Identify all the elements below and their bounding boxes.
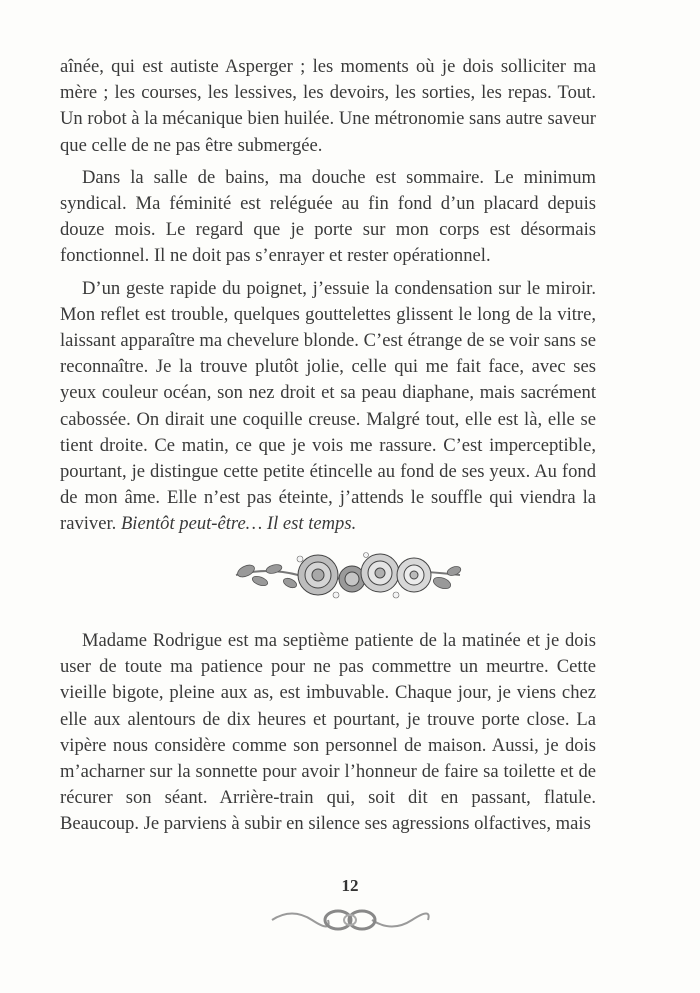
italic-sentence: Bientôt peut-être… Il est temps. (120, 513, 357, 535)
chain-scroll-icon (268, 903, 432, 937)
text-section-bottom (60, 628, 596, 838)
paragraph (60, 276, 596, 538)
paragraph: Dans la salle de bains, ma douche est sommaire. Le minimum syndical. Ma féminité est reléguée au fin fond d’un placard depuis douze mois. Le regard que je porte sur mon corps est désormais fonctionnel. Il ne doit pas s’enrayer et rester opérationnel. (60, 166, 596, 267)
page-number: 12 (341, 876, 359, 895)
paragraph-text: D’un geste rapide du poignet, j’essuie la condensation sur le miroir. Mon reflet est trouble, quelques gouttelettes glissent le long de la vitre, laissant apparaître ma chevelure blonde. C’est étrange de se voir sans se reconnaître. Je la trouve plutôt jolie, celle qui me fait face, avec ses yeux couleur océan, son nez droit et sa peau diaphane, mais sacrément cabossée. On dirait une coquille creuse. Malgré tout, elle est là, elle se tient droite. Ce matin, ce que je vois me rassure. C’est imperceptible, pourtant, je distingue cette petite étincelle au fond de ses yeux. Au fond de mon âme. Elle n’est pas éteinte, j’attends le souffle qui viendra la raviver. (60, 277, 596, 535)
paragraph: aînée, qui est autiste Asperger ; les moments où je dois solliciter ma mère ; les courses, les lessives, les devoirs, les sorties, les repas. Tout. Un robot à la mécanique bien huilée. Une métronomie sans autre saveur que celle de ne pas être submergée. (60, 56, 596, 156)
text-section-top (60, 54, 596, 538)
paragraph: Madame Rodrigue est ma septième patiente de la matinée et je dois user de toute ma patience pour ne pas commettre un meurtre. Cette vieille bigote, pleine aux as, est imbuvable. Chaque jour, je viens chez elle aux alentours de dix heures et pourtant, je trouve porte close. La vipère nous considère comme son personnel de maison. Aussi, je dois m’acharner sur la sonnette pour avoir l’honneur de faire sa toilette et de récurer son séant. Arrière-train qui, soit dit en passant, flatule. Beaucoup. Je parviens à subir en silence ses agressions olfactives, mais (60, 630, 596, 835)
rose-garland-icon (228, 545, 468, 607)
